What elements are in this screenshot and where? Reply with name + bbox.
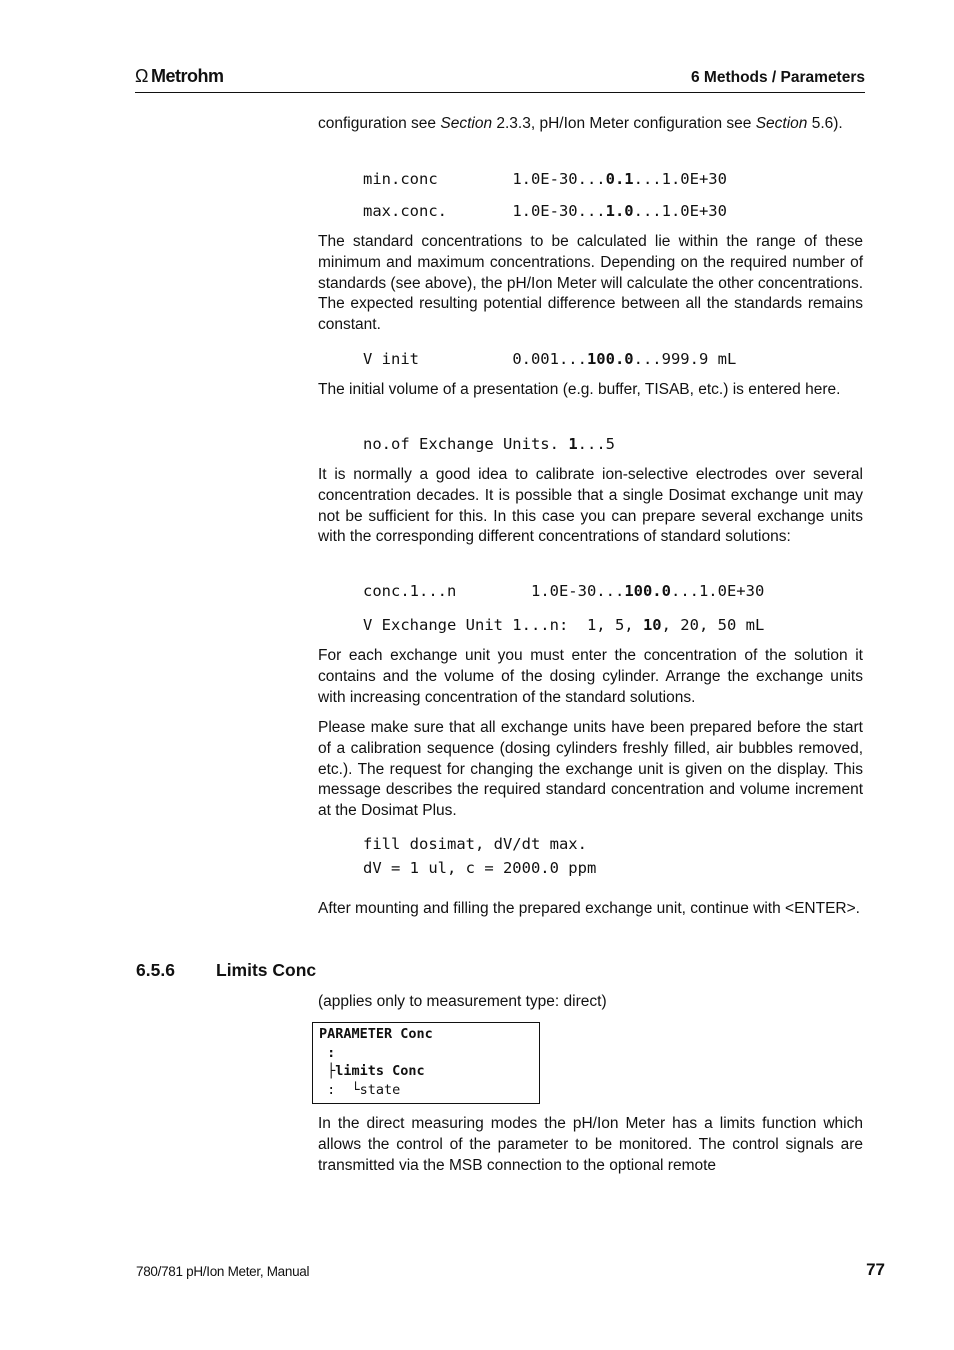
omega-icon: Ω <box>135 66 148 86</box>
paragraph-calibrate: It is normally a good idea to calibrate ion-selective electrodes over several concentration decades. It is possible that a single Dosimat exchange unit may not be sufficient for this. In this case you can prepare several exchange units with the corresponding different concentrations of standard solutions: <box>318 466 863 546</box>
section-heading <box>136 960 316 981</box>
paragraph-after-mounting: After mounting and filling the prepared exchange unit, continue with <ENTER>. <box>318 900 860 917</box>
paragraph-each-unit: For each exchange unit you must enter the concentration of the solution it contains and the volume of the dosing cylinder. Arrange the exchange units with increasing concentration of the standard solutions. <box>318 647 863 706</box>
menu-subitem-state: : └state <box>319 1082 401 1098</box>
enter-key: <ENTER> <box>785 900 856 917</box>
paragraph-limits-function: In the direct measuring modes the pH/Ion Meter has a limits function which allows the control of the parameter to be monitored. The control signals are transmitted via the MSB connection to the optional remote <box>318 1115 863 1174</box>
paragraph-applies: (applies only to measurement type: direct) <box>318 993 607 1010</box>
param-exchange-units: no.of Exchange Units. 1...5 <box>363 435 615 453</box>
paragraph-standard-conc: The standard concentrations to be calculated lie within the range of these minimum and maximum concentrations. Depending on the required number of standards (see above), the pH/Ion Meter will calculate the other concentrations. The expected resulting potential difference between all the standards remains constant. <box>318 233 863 334</box>
display-line-1: fill dosimat, dV/dt max. <box>363 835 587 853</box>
page-number: 77 <box>866 1260 885 1279</box>
param-conc-n: conc.1...n 1.0E-30...100.0...1.0E+30 <box>363 582 765 600</box>
section-title: Limits Conc <box>216 960 317 980</box>
footer-manual-title: 780/781 pH/Ion Meter, Manual <box>136 1264 310 1279</box>
display-line-2: dV = 1 ul, c = 2000.0 ppm <box>363 859 597 877</box>
section-number: 6.5.6 <box>136 960 175 980</box>
page-header <box>135 62 865 93</box>
param-v-exchange: V Exchange Unit 1...n: 1, 5, 10, 20, 50 mL <box>363 616 765 634</box>
paragraph-config-ref: configuration see Section 2.3.3, pH/Ion Meter configuration see Section 5.6). <box>318 115 843 132</box>
param-min-conc: min.conc 1.0E-30...0.1...1.0E+30 <box>363 170 727 188</box>
paragraph-initial-volume: The initial volume of a presentation (e.g. buffer, TISAB, etc.) is entered here. <box>318 381 841 398</box>
param-v-init: V init 0.001...100.0...999.9 mL <box>363 350 737 368</box>
logo-text: Metrohm <box>150 66 224 86</box>
chapter-title: 6 Methods / Parameters <box>690 69 865 86</box>
menu-dots: : <box>319 1045 336 1061</box>
param-max-conc: max.conc. 1.0E-30...1.0...1.0E+30 <box>363 202 727 220</box>
paragraph-prepare: Please make sure that all exchange units have been prepared before the start of a calibration sequence (dosing cylinders freshly filled, air bubbles removed, etc.). The request for changing the exchange unit is given on the display. This message describes the required standard concentration and volume increment at the Dosimat Plus. <box>318 719 863 820</box>
parameter-menu-box <box>312 1022 540 1104</box>
menu-title: PARAMETER Conc <box>319 1026 433 1042</box>
menu-item-limits: ├limits Conc <box>319 1063 425 1079</box>
metrohm-logo <box>135 66 223 87</box>
